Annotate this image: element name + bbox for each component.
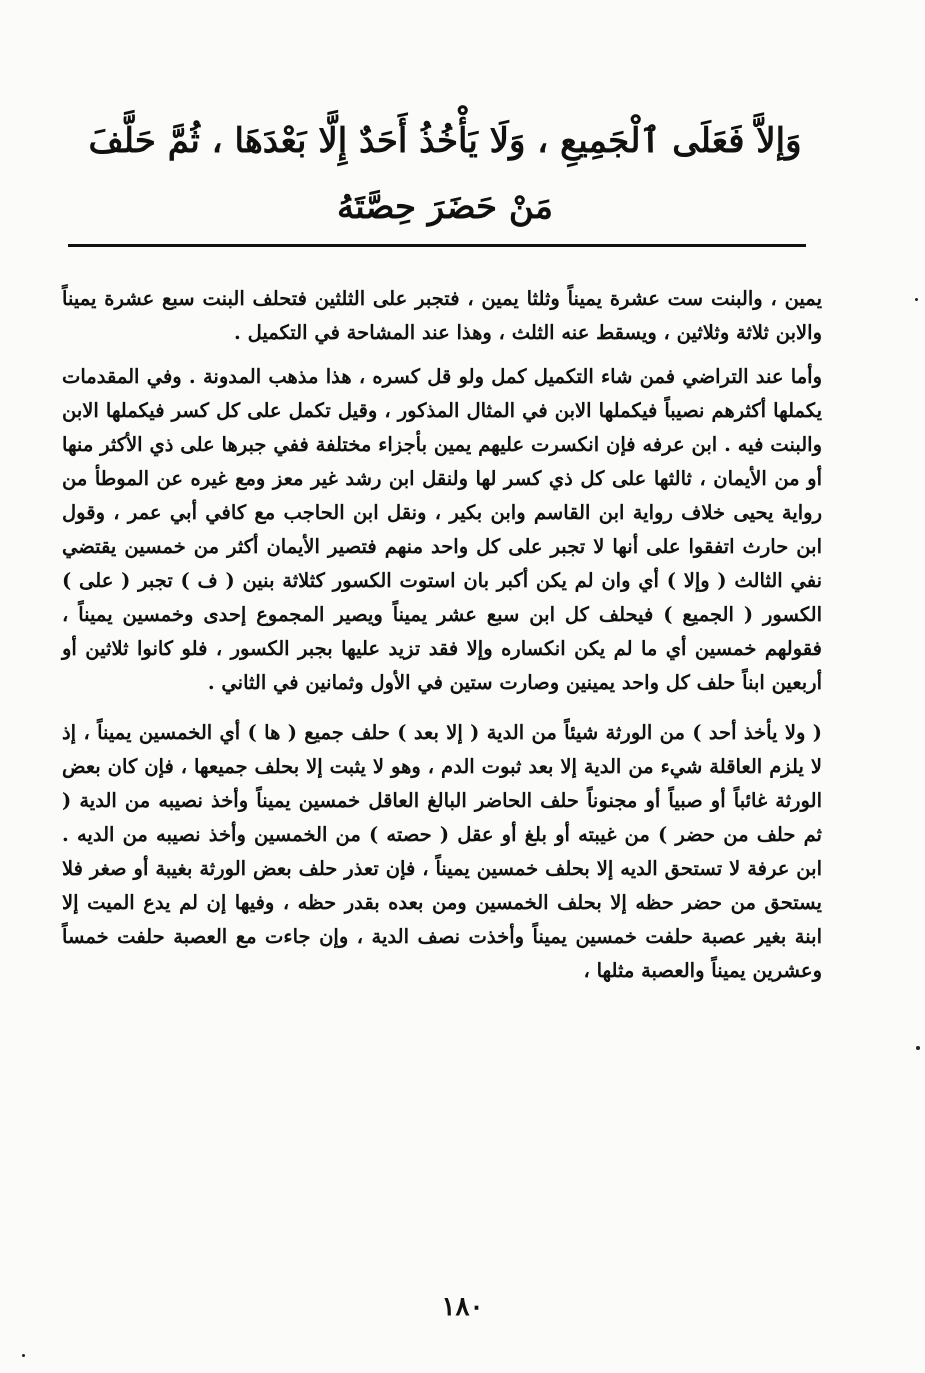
scan-speck: [915, 298, 918, 301]
scan-speck: [916, 1046, 920, 1050]
scan-speck: [22, 1354, 25, 1357]
commentary-body: [62, 282, 822, 988]
paragraph-2: وأما عند التراضي فمن شاء التكميل كمل ولو قل كسره ، هذا مذهب المدونة . وفي المقدمات يكملها أكثرهم نصيباً فيكملها الابن في المثال المذكور ، وقيل تكمل على كل كسر فيكملها الابن والبنت فيه . ابن عرفه فإن انكسرت عليهم يمين بأجزاء مختلفة ففي جبرها على ذي الأكثر منها أو من الأيمان ، ثالثها على كل ذي كسر لها ولنقل ابن رشد غير معز ومع غيره عن الموطأ من رواية يحيى خلاف رواية ابن القاسم وابن بكير ، ونقل ابن الحاجب مع كافي أبي عمر ، وقول ابن حارث اتفقوا على أنها لا تجبر على كل واحد منهم فتصير الأيمان أكثر من خمسين يقتضي نفي الثالث ( وإلا ) أي وان لم يكن أكبر بان استوت الكسور كثلاثة بنين ( ف ) تجبر ( على ) الكسور ( الجميع ) فيحلف كل ابن سبع عشر يميناً ويصير المجموع إحدى وخمسين يميناً ، فقولهم خمسين أي ما لم يكن انكساره وإلا فقد تزيد عليها بجبر الكسور ، فلو كانوا ثلاثين أو أربعين ابناً حلف كل واحد يمينين وصارت ستين في الأول وثمانين في الثاني .: [62, 365, 822, 694]
paragraph-1: يمين ، والبنت ست عشرة يميناً وثلثا يمين ، فتجبر على الثلثين فتحلف البنت سبع عشرة يميناً والابن ثلاثة وثلاثين ، ويسقط عنه الثلث ، وهذا عند المشاحة في التكميل .: [62, 287, 822, 344]
section-divider: [68, 244, 806, 247]
matn-line-2: مَنْ حَضَرَ حِصَّتَهُ: [336, 187, 554, 227]
matn-heading: [80, 108, 810, 240]
paragraph-3: ( ولا يأخذ أحد ) من الورثة شيئاً من الدية ( إلا بعد ) حلف جميع ( ها ) أي الخمسين يميناً ، إذ لا يلزم العاقلة شيء من الدية إلا بعد ثبوت الدم ، وهو لا يثبت إلا بحلف جميعها ، فإن كان بعض الورثة غائباً أو صبياً أو مجنوناً حلف الحاضر البالغ العاقل خمسين يميناً وأخذ نصيبه من الدية ( ثم حلف من حضر ) من غيبته أو بلغ أو عقل ( حصته ) من الخمسين وأخذ نصيبه من الديه . ابن عرفة لا تستحق الديه إلا بحلف خمسين يميناً ، فإن تعذر حلف بعض الورثة بغيبة أو صغر فلا يستحق من حضر حظه إلا بحلف الخمسين ومن بعده بقدر حظه ، وفيها إن لم يدع الميت إلا ابنة بغير عصبة حلفت خمسين يميناً وأخذت نصف الدية ، وإن جاءت مع العصبة حلفت خمساً وعشرين يميناً والعصبة مثلها ،: [62, 721, 822, 982]
matn-line-1: وَإلاَّ فَعَلَى ٱلْجَمِيعِ ، وَلَا يَأْخُذُ أَحَدٌ إِلَّا بَعْدَهَا ، ثُمَّ حَلَّفَ: [88, 121, 802, 161]
page-number: ١٨٠: [441, 1292, 484, 1322]
